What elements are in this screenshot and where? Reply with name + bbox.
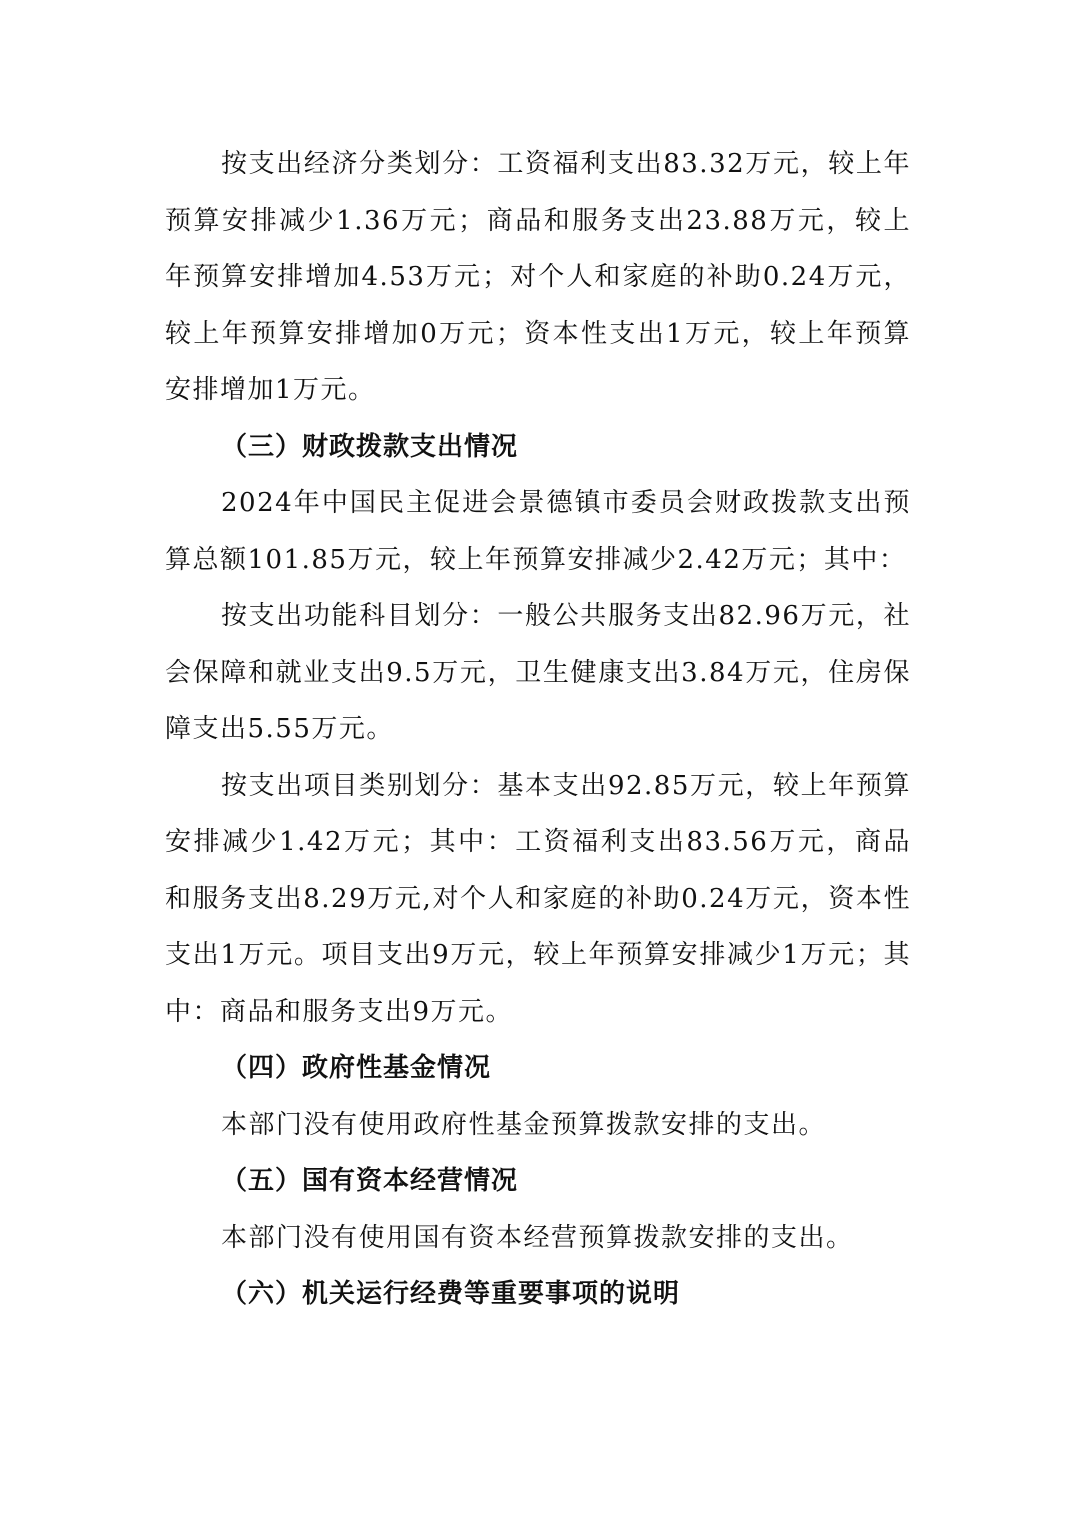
section-heading-operating-expenses: （六）机关运行经费等重要事项的说明 xyxy=(221,1279,681,1309)
paragraph-functional-classification: 按支出功能科目划分：一般公共服务支出82.96万元，社会保障和就业支出9.5万元，卫生健康支出3.84万元，住房保障支出5.55万元。 xyxy=(165,601,911,744)
section-heading-government-fund: （四）政府性基金情况 xyxy=(221,1053,492,1083)
paragraph-project-category: 按支出项目类别划分：基本支出92.85万元，较上年预算安排减少1.42万元；其中：工资福利支出83.56万元，商品和服务支出8.29万元,对个人和家庭的补助0.24万元，资本性支出1万元。项目支出9万元，较上年预算安排减少1万元；其中：商品和服务支出9万元。 xyxy=(165,770,911,1027)
section-heading-state-capital: （五）国有资本经营情况 xyxy=(221,1166,519,1196)
paragraph-economic-classification: 按支出经济分类划分：工资福利支出83.32万元，较上年预算安排减少1.36万元；商品和服务支出23.88万元，较上年预算安排增加4.53万元；对个人和家庭的补助0.24万元，较上年预算安排增加0万元；资本性支出1万元，较上年预算安排增加1万元。 xyxy=(165,149,911,405)
paragraph-state-capital: 本部门没有使用国有资本经营预算拨款安排的支出。 xyxy=(221,1222,854,1253)
paragraph-government-fund: 本部门没有使用政府性基金预算拨款安排的支出。 xyxy=(221,1109,827,1140)
paragraph-fiscal-total: 2024年中国民主促进会景德镇市委员会财政拨款支出预算总额101.85万元，较上年预算安排减少2.42万元；其中： xyxy=(165,488,911,575)
document-body xyxy=(165,136,911,1323)
section-heading-fiscal-appropriation: （三）财政拨款支出情况 xyxy=(221,431,519,462)
